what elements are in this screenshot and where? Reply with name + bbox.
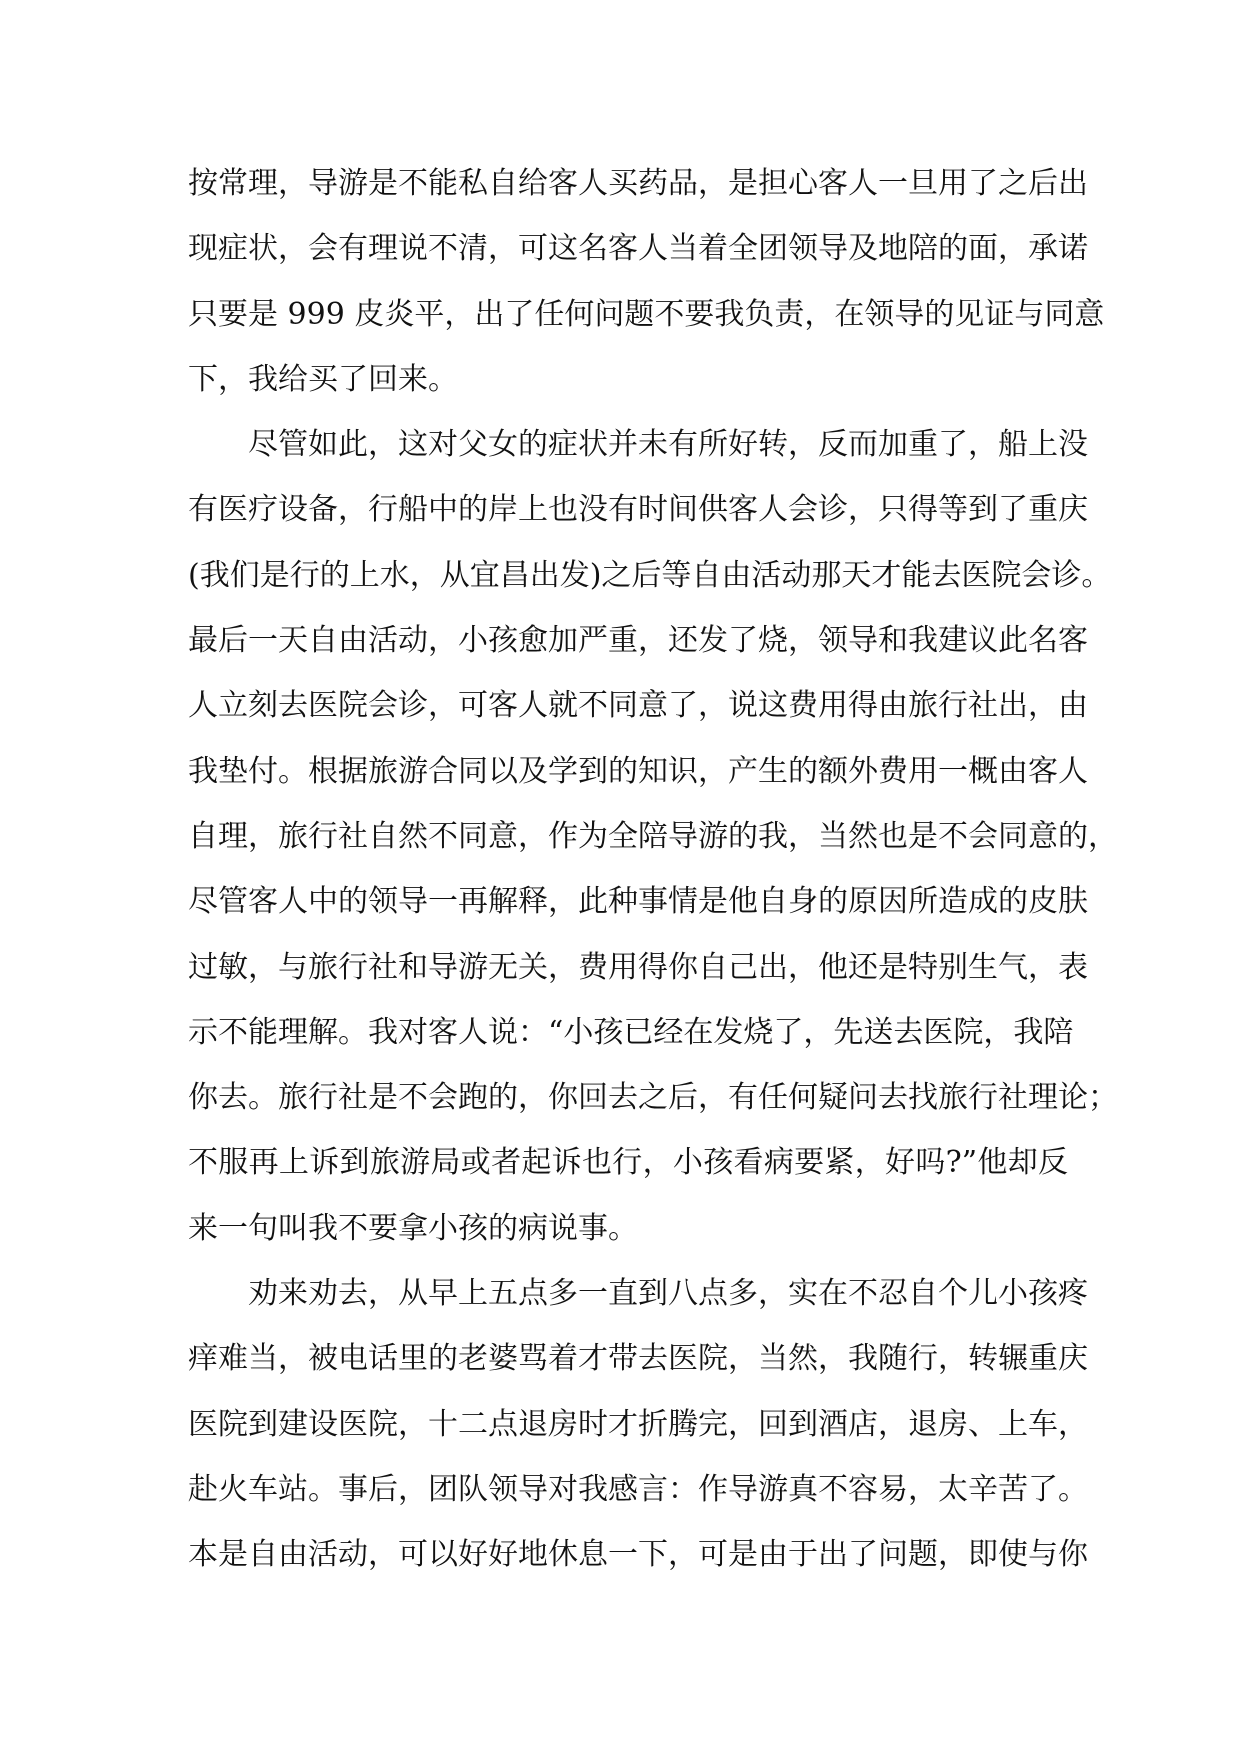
text-line: 有医疗设备，行船中的岸上也没有时间供客人会诊，只得等到了重庆: [188, 492, 1088, 528]
text-line: 现症状，会有理说不清，可这名客人当着全团领导及地陪的面，承诺: [188, 231, 1088, 267]
text-line: 人立刻去医院会诊，可客人就不同意了，说这费用得由旅行社出，由: [188, 688, 1088, 724]
text-line: 尽管客人中的领导一再解释，此种事情是他自身的原因所造成的皮肤: [188, 884, 1088, 920]
body-text: [188, 165, 1118, 1602]
text-line: 按常理，导游是不能私自给客人买药品，是担心客人一旦用了之后出: [188, 166, 1088, 201]
text-line: 痒难当，被电话里的老婆骂着才带去医院，当然，我随行，转辗重庆: [188, 1341, 1088, 1377]
text-line: 我垫付。根据旅游合同以及学到的知识，产生的额外费用一概由客人: [188, 753, 1088, 789]
text-line: 自理，旅行社自然不同意，作为全陪导游的我，当然也是不会同意的，: [188, 818, 1118, 854]
paragraph-first-line: 劝来劝去，从早上五点多一直到八点多，实在不忍自个儿小孩疼: [248, 1276, 1088, 1312]
text-line: 下，我给买了回来。: [188, 361, 458, 397]
text-line: 过敏，与旅行社和导游无关，费用得你自己出，他还是特别生气，表: [188, 949, 1088, 985]
text-line: 医院到建设医院，十二点退房时才折腾完，回到酒店，退房、上车，: [188, 1406, 1088, 1442]
text-line: 示不能理解。我对客人说：“小孩已经在发烧了，先送去医院，我陪: [188, 1014, 1074, 1050]
text-line: 来一句叫我不要拿小孩的病说事。: [188, 1210, 638, 1246]
paragraph-first-line: 尽管如此，这对父女的症状并未有所好转，反而加重了，船上没: [248, 427, 1088, 463]
text-line: 你去。旅行社是不会跑的，你回去之后，有任何疑问去找旅行社理论；: [188, 1080, 1118, 1116]
text-line: 不服再上诉到旅游局或者起诉也行，小孩看病要紧，好吗?”他却反: [188, 1145, 1068, 1181]
text-line: 本是自由活动，可以好好地休息一下，可是由于出了问题，即使与你: [188, 1537, 1088, 1573]
text-line: (我们是行的上水，从宜昌出发)之后等自由活动那天才能去医院会诊。: [188, 557, 1112, 593]
text-line: 只要是 999 皮炎平，出了任何问题不要我负责，在领导的见证与同意: [188, 296, 1105, 332]
text-line: 赴火车站。事后，团队领导对我感言：作导游真不容易，太辛苦了。: [188, 1471, 1088, 1507]
text-line: 最后一天自由活动，小孩愈加严重，还发了烧，领导和我建议此名客: [188, 623, 1088, 659]
